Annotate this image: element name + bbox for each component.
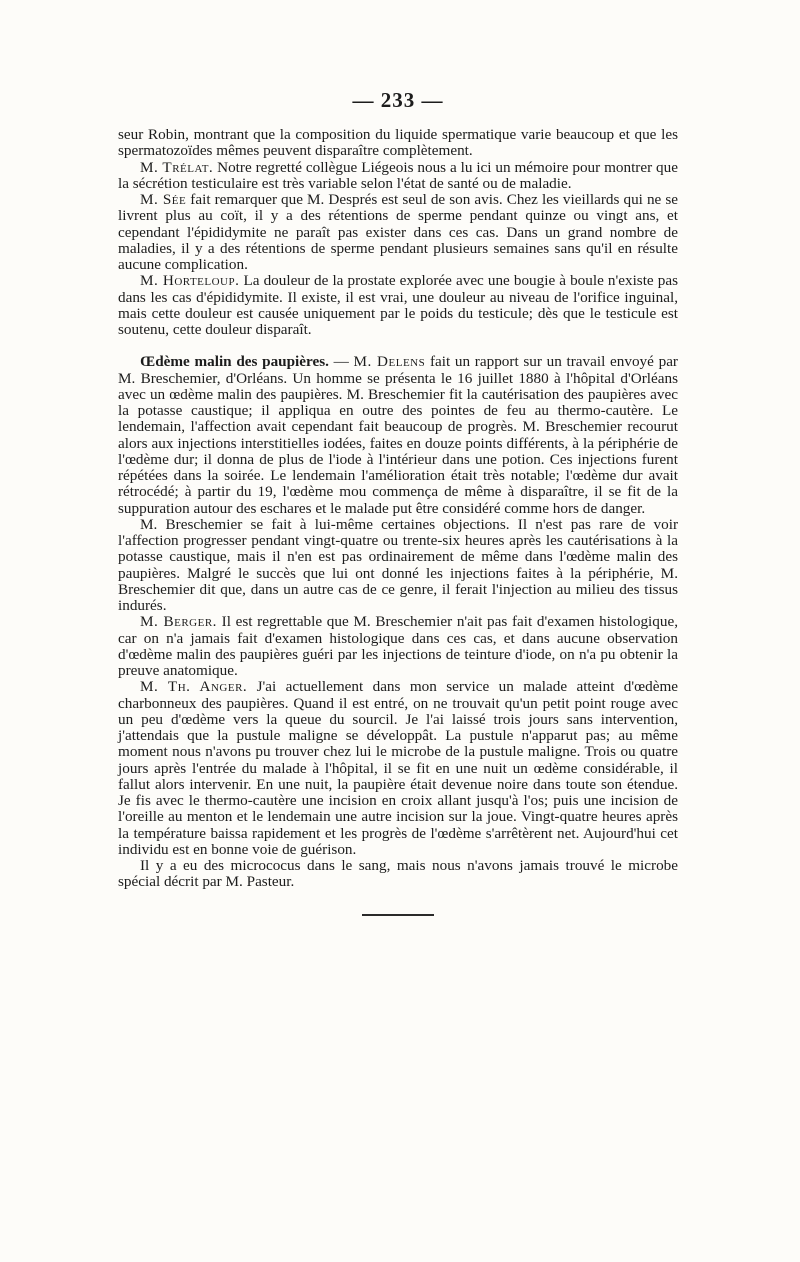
paragraph-horteloup [118,273,678,338]
paragraph-see [118,192,678,273]
paragraph-micrococcus [118,858,678,891]
speaker-name: M. Berger. [140,613,217,631]
paragraph-continuation [118,127,678,160]
end-rule [362,914,434,916]
paragraph-trelat [118,160,678,193]
speaker-name: M. Th. Anger. [140,678,248,696]
speaker-name: M. Sée [140,191,187,208]
paragraph-breschemier-objections [118,517,678,615]
paragraph-text: seur Robin, montrant que la composition du liquide spermatique varie beaucoup et que les spermatozoïdes mêmes peuvent disparaître complètement. [118,126,678,160]
paragraph-anger [118,679,678,858]
paragraph-text: M. Breschemier se fait à lui-même certaines objections. Il n'est pas rare de voir l'affection progresser pendant vingt-quatre ou trente-six heures après les cautérisations à la potasse caustique, mais il n'en est pas ordinairement de même dans l'œdème malin des paupières. Malgré le succès que lui ont donné les injections faites à la périphérie, M. Breschemier dit que, dans un autre cas de ce genre, il ferait l'injection au milieu des tissus indurés. [118,515,678,614]
paragraph-text: J'ai actuellement dans mon service un malade atteint d'œdème charbonneux des paupières. Quand il est entré, on ne trouvait qu'un petit point rouge avec un peu d'œdème vers la queue du sourcil. Je l'ai laissé trois jours sans intervention, j'attendais que la pustule maligne se développât. La pustule n'apparut pas; au même moment nous n'avons pu trouver chez lui le microbe de la pustule maligne. Trois ou quatre jours après l'entrée du malade à l'hôpital, il se fit en une nuit un œdème considérable, il fallut alors intervenir. En une nuit, la paupière était devenue noire dans toute son étendue. Je fis avec le thermo-cautère une incision en croix allant jusqu'à l'os; puis une incision de l'oreille au menton et le lendemain une autre incision sur la joue. Vingt-quatre heures après la température baissa rapidement et les progrès de l'œdème s'arrêtèrent net. Aujourd'hui cet individu est en bonne voie de guérison. [118,678,678,858]
speaker-name: M. Delens [353,353,426,371]
section-intro: Œdème malin des paupières. — M. Delens fait un rapport sur un travail envoyé par M. Breschemier, d'Orléans. Un homme se présenta le 16 juillet 1880 à l'hôpital d'Orléans avec un œdème malin des paupières. M. Breschemier fit la cautérisation des paupières avec la potasse caustique; il appliqua en outre des pointes de feu au thermo-cautère. Le lendemain, l'affection avait cependant fait beaucoup de progrès. M. Breschemier recourut alors aux injections interstitielles iodées, faites en douze points différents, à la périphérie de l'œdème dur; il donna de plus de l'iode à l'intérieur dans une potion. Ces injections furent répétées dans la soirée. Le lendemain l'amélioration était très notable; l'œdème dur avait rétrocédé; à partir du 19, l'œdème mou commença de même à disparaître, il se fit de la suppuration autour des eschares et le malade put être considéré comme hors de danger. [118,353,678,517]
paragraph-berger [118,614,678,679]
paragraph-text: Il est regrettable que M. Breschemier n'ait pas fait d'examen histologique, car on n'a jamais fait d'examen histologique dans ces cas, et dans aucune observation d'œdème malin des paupières guéri par les injections de teinture d'iode, on n'a pu obtenir la preuve anatomique. [118,613,679,679]
speaker-name: M. Horteloup. [140,272,240,290]
paragraph-text: Notre regretté collègue Liégeois nous a lu ici un mémoire pour montrer que la sécrétion testiculaire est très variable selon l'état de santé ou de maladie. [118,158,678,192]
paragraph-text: fait un rapport sur un travail envoyé par M. Breschemier, d'Orléans. Un homme se présenta le 16 juillet 1880 à l'hôpital d'Orléans avec un œdème malin des paupières. M. Breschemier fit la cautérisation des paupières avec la potasse caustique; il appliqua en outre des pointes de feu au thermo-cautère. Le lendemain, l'affection avait cependant fait beaucoup de progrès. M. Breschemier recourut alors aux injections interstitielles iodées, faites en douze points différents, à la périphérie de l'œdème dur; il donna de plus de l'iode à l'intérieur dans une potion. Ces injections furent répétées dans la soirée. Le lendemain l'amélioration était très notable; l'œdème dur avait rétrocédé; à partir du 19, l'œdème mou commença de même à disparaître, il se fit de la suppuration autour des eschares et le malade put être considéré comme hors de danger. [118,353,678,517]
paragraph-text: Il y a eu des micrococus dans le sang, mais nous n'avons jamais trouvé le microbe spécial décrit par M. Pasteur. [118,857,678,891]
paragraph-text: fait remarquer que M. Després est seul de son avis. Chez les vieillards qui ne se livrent plus au coït, il y a des rétentions de sperme pendant quinze ou vingt ans, et cependant l'épididymite ne paraît pas exister dans ces cas. Dans un grand nombre de maladies, il y a des rétentions de sperme pendant plusieurs semaines sans qu'il en résulte aucune complication. [118,191,678,273]
page-number: — 233 — [352,88,444,112]
speaker-name: M. Trélat. [140,158,214,176]
paragraph-text: La douleur de la prostate explorée avec une bougie à boule n'existe pas dans les cas d'épididymite. Il existe, il est vrai, une douleur au niveau de l'orifice inguinal, mais cette douleur est causée uniquement par le poids du testicule; dès que le testicule est soutenu, cette douleur disparaît. [118,272,678,338]
section-heading: Œdème malin des paupières. [140,353,329,371]
